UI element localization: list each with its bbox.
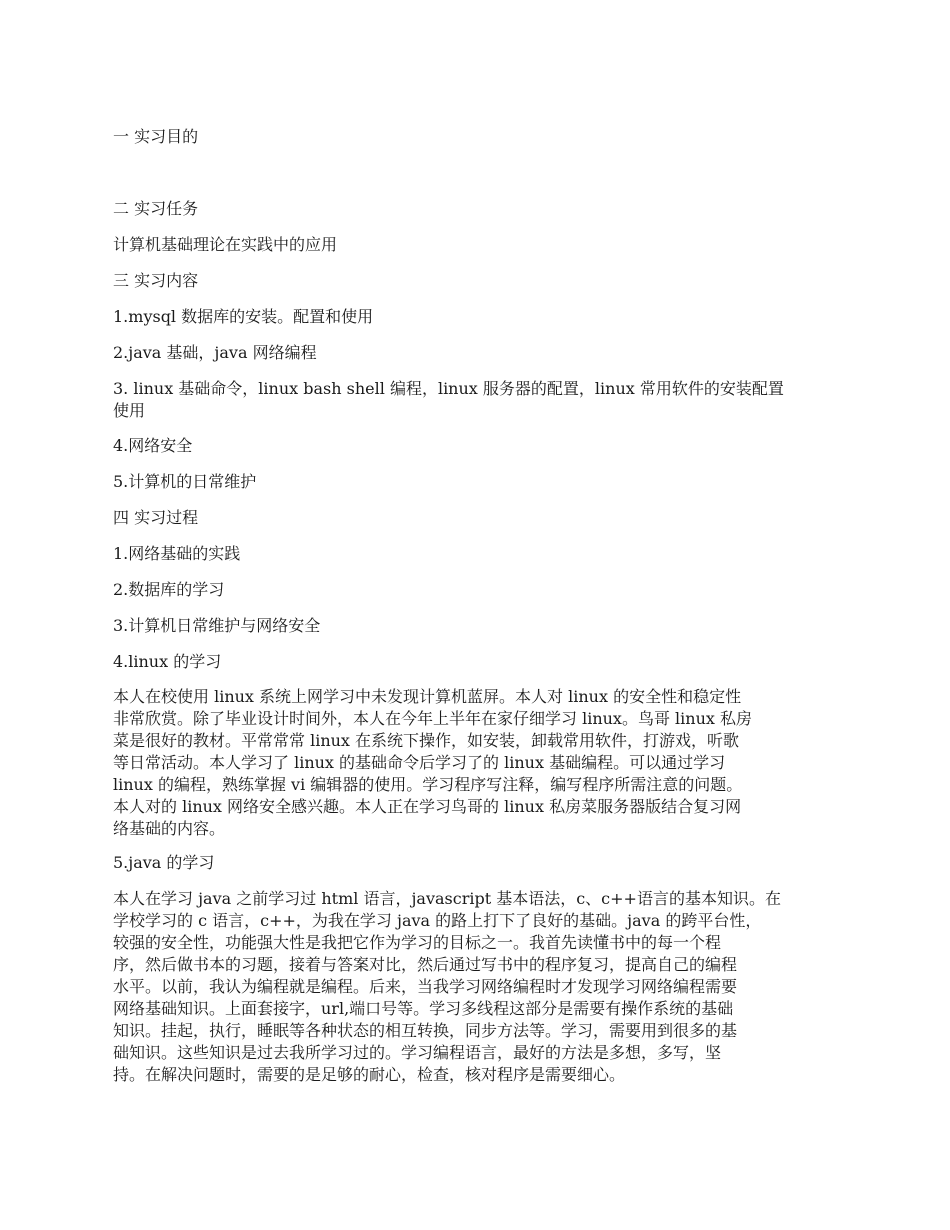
heading-internship-purpose: 一 实习目的 <box>113 127 199 146</box>
paragraph-line: 水平。以前，我认为编程就是编程。后来，当我学习网络编程时才发现学习网络编程需要 <box>113 977 738 996</box>
content-item-java: 2.java 基础，java 网络编程 <box>113 343 317 362</box>
linux-paragraph <box>113 686 839 840</box>
heading-internship-process: 四 实习过程 <box>113 508 199 527</box>
process-item-linux: 4.linux 的学习 <box>113 652 222 671</box>
paragraph-line: 本人在学习 java 之前学习过 html 语言，javascript 基本语法，c、c++语言的基本知识。在 <box>113 889 781 908</box>
heading-internship-task: 二 实习任务 <box>113 199 199 218</box>
content-item-linux-line: 使用 <box>113 401 146 420</box>
paragraph-line: 础知识。这些知识是过去我所学习过的。学习编程语言，最好的方法是多想，多写，坚 <box>113 1043 722 1062</box>
content-item-mysql: 1.mysql 数据库的安装。配置和使用 <box>113 307 374 326</box>
content-item-maintenance: 5.计算机的日常维护 <box>113 472 257 491</box>
content-item-linux <box>113 378 839 422</box>
paragraph-line: linux 的编程，熟练掌握 vi 编辑器的使用。学习程序写注释，编写程序所需注意的问题。 <box>113 775 743 794</box>
paragraph-line: 较强的安全性，功能强大性是我把它作为学习的目标之一。我首先读懂书中的每一个程 <box>113 933 722 952</box>
paragraph-line: 序，然后做书本的习题，接着与答案对比，然后通过写书中的程序复习，提高自己的编程 <box>113 955 738 974</box>
paragraph-line: 知识。挂起，执行，睡眠等各种状态的相互转换，同步方法等。学习，需要用到很多的基 <box>113 1021 738 1040</box>
paragraph-line: 网络基础知识。上面套接字，url,端口号等。学习多线程这部分是需要有操作系统的基础 <box>113 999 734 1018</box>
paragraph-line: 等日常活动。本人学习了 linux 的基础命令后学习了的 linux 基础编程。可以通过学习 <box>113 753 726 772</box>
paragraph-line: 本人在校使用 linux 系统上网学习中未发现计算机蓝屏。本人对 linux 的安全性和稳定性 <box>113 687 742 706</box>
heading-java-study: 5.java 的学习 <box>113 853 215 872</box>
paragraph-line: 非常欣赏。除了毕业设计时间外，本人在今年上半年在家仔细学习 linux。鸟哥 linux 私房 <box>113 709 752 728</box>
process-item-database: 2.数据库的学习 <box>113 580 225 599</box>
process-item-network: 1.网络基础的实践 <box>113 544 241 563</box>
paragraph-line: 络基础的内容。 <box>113 819 226 838</box>
heading-internship-content: 三 实习内容 <box>113 271 199 290</box>
paragraph-line: 菜是很好的教材。平常常常 linux 在系统下操作，如安装，卸载常用软件，打游戏，听歌 <box>113 731 740 750</box>
java-paragraph <box>113 888 839 1086</box>
paragraph-line: 持。在解决问题时，需要的是足够的耐心，检查，核对程序是需要细心。 <box>113 1065 626 1084</box>
paragraph-line: 本人对的 linux 网络安全感兴趣。本人正在学习鸟哥的 linux 私房菜服务器版结合复习网 <box>113 797 742 816</box>
process-item-maintenance-security: 3.计算机日常维护与网络安全 <box>113 616 321 635</box>
content-item-linux-line: 3. linux 基础命令，linux bash shell 编程，linux 服务器的配置，linux 常用软件的安装配置 <box>113 379 784 398</box>
paragraph-line: 学校学习的 c 语言，c++，为我在学习 java 的路上打下了良好的基础。java 的跨平台性， <box>113 911 762 930</box>
task-description: 计算机基础理论在实践中的应用 <box>113 235 338 254</box>
content-item-network-security: 4.网络安全 <box>113 436 193 455</box>
